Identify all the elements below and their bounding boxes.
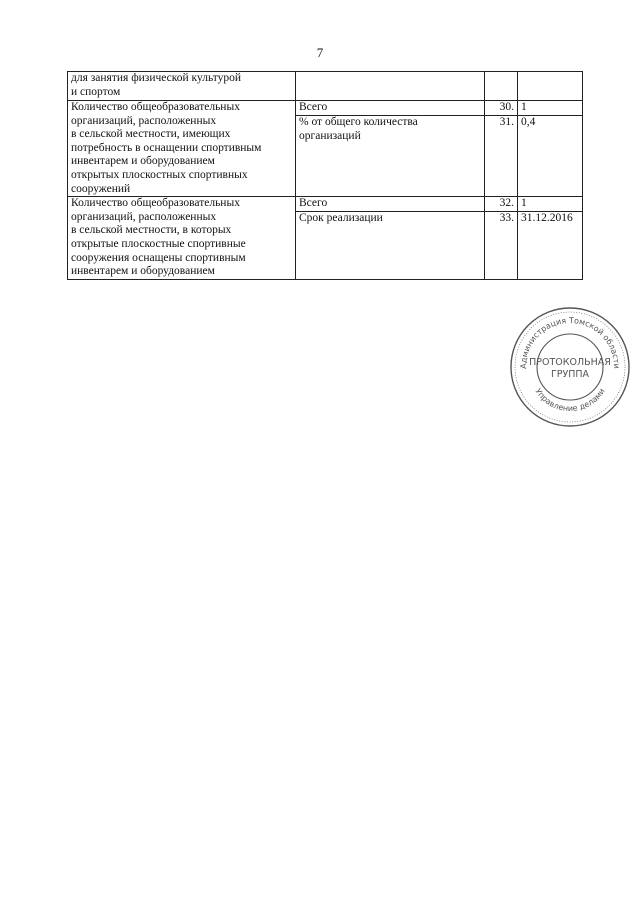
- row-number-cell: 30.: [485, 101, 518, 116]
- indicator-cell: Количество общеобразовательных организаций, расположенных в сельской местности, в которых открытые плоскостные спортивные сооружения оснащены спортивным инвентарем и оборудованием: [68, 197, 296, 280]
- stamp-ring-text-top: Администрация Томской области: [518, 315, 622, 369]
- unit-cell: Всего: [296, 101, 485, 116]
- table-row: [68, 197, 583, 212]
- indicators-table: [67, 71, 583, 280]
- stamp-ring-text-bottom: Управление делами: [533, 386, 607, 414]
- row-number-cell: [485, 72, 518, 101]
- indicator-cell: Количество общеобразовательных организаций, расположенных в сельской местности, имеющих потребность в оснащении спортивным инвентарем и оборудованием открытых плоскостных спортивных сооружений: [68, 101, 296, 197]
- value-cell: 0,4: [518, 116, 583, 197]
- table-row: [68, 101, 583, 116]
- row-number-cell: 33.: [485, 212, 518, 279]
- stamp-center-line2: ГРУППА: [550, 369, 590, 380]
- official-stamp: [508, 305, 632, 429]
- unit-cell: Всего: [296, 197, 485, 212]
- value-cell: 1: [518, 197, 583, 212]
- page-number: 7: [316, 45, 324, 60]
- row-number-cell: 32.: [485, 197, 518, 212]
- row-number-cell: 31.: [485, 116, 518, 197]
- indicator-cell: для занятия физической культурой и спортом: [68, 72, 296, 101]
- value-cell: 1: [518, 101, 583, 116]
- unit-cell: % от общего количества организаций: [296, 116, 485, 197]
- table-row: [68, 72, 583, 101]
- unit-cell: [296, 72, 485, 101]
- stamp-center-line1: ПРОТОКОЛЬНАЯ: [529, 357, 611, 368]
- value-cell: 31.12.2016: [518, 212, 583, 279]
- unit-cell: Срок реализации: [296, 212, 485, 279]
- value-cell: [518, 72, 583, 101]
